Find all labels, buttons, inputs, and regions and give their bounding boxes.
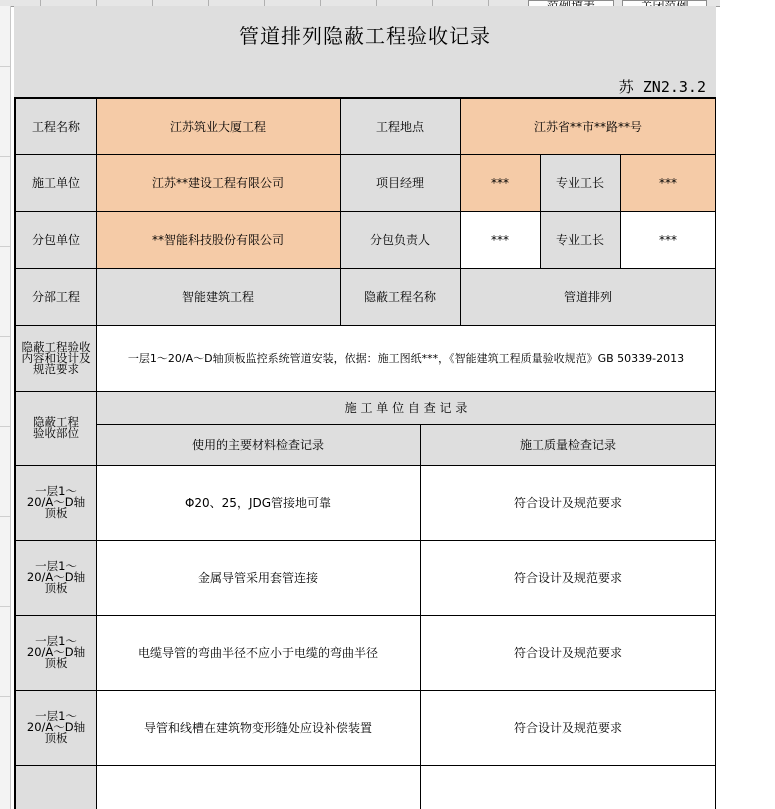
- location-label: 隐蔽工程验收部位: [16, 391, 96, 465]
- project-manager-cell[interactable]: ***: [460, 154, 540, 211]
- selfcheck-header: 施 工 单 位 自 查 记 录: [96, 391, 716, 424]
- content-label: 隐蔽工程验收内容和设计及规范要求: [16, 325, 96, 391]
- contractor-label: 施工单位: [16, 154, 96, 211]
- grid-line: [14, 211, 716, 212]
- grid-line: [14, 690, 716, 691]
- hidden-name-label: 隐蔽工程名称: [340, 268, 460, 325]
- quality-header: 施工质量检查记录: [420, 424, 716, 465]
- form-title: 管道排列隐蔽工程验收记录: [239, 24, 491, 48]
- grid-line: [340, 98, 341, 325]
- grid-line: [96, 98, 97, 809]
- grid-line: [14, 154, 716, 155]
- grid-line: [14, 765, 716, 766]
- grid-line: [715, 97, 716, 809]
- division-label: 分部工程: [16, 268, 96, 325]
- row-5-location: [16, 765, 96, 809]
- row-3-material[interactable]: 电缆导管的弯曲半径不应小于电缆的弯曲半径: [96, 615, 420, 690]
- sub-leader-label: 分包负责人: [340, 211, 460, 268]
- row-1-quality[interactable]: 符合设计及规范要求: [420, 465, 716, 540]
- grid-line: [14, 268, 716, 269]
- grid-line: [14, 97, 716, 99]
- content-cell[interactable]: 一层1～20/A～D轴顶板监控系统管道安装，依据：施工图纸***，《智能建筑工程质量验收规范》GB 50339-2013: [96, 325, 716, 391]
- grid-line: [14, 391, 716, 392]
- grid-line: [96, 424, 716, 425]
- project-manager-label: 项目经理: [340, 154, 460, 211]
- project-name-label: 工程名称: [16, 98, 96, 154]
- division-cell[interactable]: 智能建筑工程: [96, 268, 340, 325]
- grid-line: [14, 97, 16, 809]
- contractor-cell[interactable]: 江苏**建设工程有限公司: [96, 154, 340, 211]
- row-header-gutter: [0, 6, 11, 809]
- sub-foreman-cell[interactable]: ***: [620, 211, 716, 268]
- row-2-material[interactable]: 金属导管采用套管连接: [96, 540, 420, 615]
- foreman-label: 专业工长: [540, 154, 620, 211]
- project-location-cell[interactable]: 江苏省**市**路**号: [460, 98, 716, 154]
- hidden-name-cell[interactable]: 管道排列: [460, 268, 716, 325]
- grid-line: [620, 154, 621, 268]
- row-4-quality[interactable]: 符合设计及规范要求: [420, 690, 716, 765]
- row-2-quality[interactable]: 符合设计及规范要求: [420, 540, 716, 615]
- sub-foreman-label: 专业工长: [540, 211, 620, 268]
- sub-leader-cell[interactable]: ***: [460, 211, 540, 268]
- row-1-location: 一层1～20/A～D轴顶板: [16, 465, 96, 540]
- row-2-location: 一层1～20/A～D轴顶板: [16, 540, 96, 615]
- row-4-material[interactable]: 导管和线槽在建筑物变形缝处应设补偿装置: [96, 690, 420, 765]
- right-empty-pane: [720, 0, 775, 809]
- grid-line: [460, 98, 461, 325]
- form-code: 苏 ZN2.3.2: [618, 78, 706, 96]
- row-3-quality[interactable]: 符合设计及规范要求: [420, 615, 716, 690]
- project-name-cell[interactable]: 江苏筑业大厦工程: [96, 98, 340, 154]
- grid-line: [14, 325, 716, 326]
- subcontractor-label: 分包单位: [16, 211, 96, 268]
- row-1-material[interactable]: Φ20、25，JDG管接地可靠: [96, 465, 420, 540]
- acceptance-form-sheet: [14, 6, 716, 809]
- grid-line: [14, 615, 716, 616]
- subcontractor-cell[interactable]: **智能科技股份有限公司: [96, 211, 340, 268]
- row-3-location: 一层1～20/A～D轴顶板: [16, 615, 96, 690]
- foreman-cell[interactable]: ***: [620, 154, 716, 211]
- materials-header: 使用的主要材料检查记录: [96, 424, 420, 465]
- row-5-material[interactable]: [96, 765, 420, 809]
- grid-line: [420, 424, 421, 809]
- grid-line: [14, 465, 716, 466]
- row-5-quality[interactable]: [420, 765, 716, 809]
- row-4-location: 一层1～20/A～D轴顶板: [16, 690, 96, 765]
- grid-line: [540, 154, 541, 268]
- project-location-label: 工程地点: [340, 98, 460, 154]
- grid-line: [14, 540, 716, 541]
